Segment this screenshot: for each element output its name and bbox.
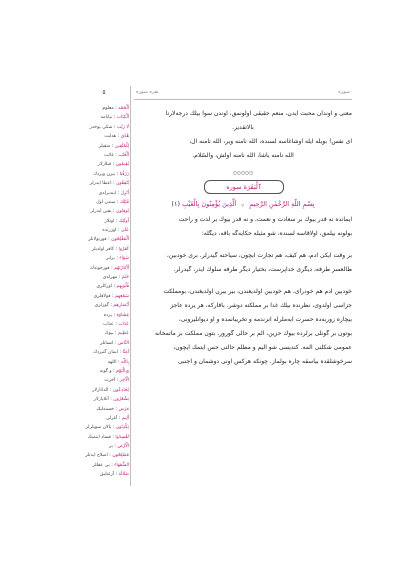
glossary-word: قُلُوبِهِم: [116, 284, 129, 290]
body-line: سرخوشلقده بیاسقه چاره بولماز. چونکه هرکس اونی دوشمان و اجنبی: [178, 358, 352, 365]
glossary-entry: الْآخِر : آخرت: [104, 378, 129, 384]
glossary-entry: يَشْعُرُون : آنلایارلار: [93, 397, 129, 403]
glossary-entry: السُّفَهَاء : بی عقللر: [92, 462, 129, 468]
glossary-entry: أَلِيم : آغرلی: [105, 415, 129, 421]
glossary-margin: [78, 86, 131, 486]
glossary-meaning: قورتولانلر: [88, 237, 107, 243]
glossary-word: خَتَمَ: [121, 275, 129, 281]
book-page: [78, 86, 354, 486]
glossary-word: السُّفَهَاء: [114, 462, 129, 468]
glossary-meaning: بیوك: [104, 331, 114, 337]
glossary-entry: قُلُوبِهِم : اوركلری: [96, 284, 129, 290]
verse-separator: ۞: [241, 202, 245, 208]
glossary-meaning: اوزرنده: [102, 228, 117, 234]
glossary-word: غِشَاوَة: [116, 312, 129, 318]
glossary-meaning: بیانامه: [100, 115, 113, 121]
glossary-meaning: انسانلر: [100, 340, 114, 346]
glossary-meaning: اعطا ایدرلر: [89, 181, 112, 187]
glossary-word: اَلْكِتَاب: [116, 115, 129, 121]
basmala: بِسْمِ اللّٰهِ الرَّحْمٰنِ الرَّحِيمِ: [249, 200, 315, 208]
intro-line: بالاتقدیر.: [232, 124, 254, 131]
glossary-word: الْأَرْض: [117, 444, 129, 450]
glossary-entry: هُدًى : هدایت: [104, 134, 129, 140]
body-line: بر وقت ایکی آدم، هم کیف، هم تجارت ایچون، سیاحته گیدرلر. بری خودبین،: [166, 252, 352, 259]
glossary-meaning: یالان سویلرلر: [85, 425, 112, 431]
glossary-meaning: قیلارلار: [97, 162, 112, 168]
glossary-word: لِلْمُتَّقِين: [114, 143, 129, 149]
glossary-entry: اَلْمُفْلِحُون : قورتولانلر: [88, 237, 129, 243]
glossary-word: اَلْغَيْب: [118, 152, 129, 158]
glossary-meaning: پرده: [103, 312, 112, 318]
glossary-word: عَظِيم: [118, 331, 129, 337]
glossary-entry: الْأَرْض : یر: [109, 444, 129, 450]
ayah-text: اَلَّذِينَ يُؤْمِنُونَ بِالْغَيْبِ: [182, 200, 237, 208]
glossary-entry: مُصْلِحُون : اصلاح ایدنلر: [85, 453, 129, 459]
glossary-meaning: عذاب: [103, 321, 114, 327]
intro-line: الله نامنه یاشا، الله نامنه اولش، والسّلام.: [192, 152, 294, 159]
glossary-meaning: سندن اول: [96, 199, 116, 205]
glossary-word: أَلِيم: [121, 415, 129, 421]
glossary-word: عَذَاب: [118, 321, 129, 327]
glossary-word: هُدًى: [120, 134, 129, 140]
glossary-word: يُخَادِعُون: [112, 387, 129, 393]
glossary-word: قَبْلِك: [120, 199, 129, 205]
glossary-word: يَشْعُرُون: [113, 397, 129, 403]
glossary-word: يُقِيمُون: [115, 162, 129, 168]
running-header-right: سوره: [338, 89, 350, 95]
glossary-entry: أَأَنْذَرْتَهُم : قورخوتدك: [90, 265, 129, 271]
glossary-meaning: اونلار: [104, 218, 115, 224]
body-line: عمومی شکلنی آلمه. کندیسی شو الیم و مظلم حالتی حس ایتمك ایچون،: [173, 344, 352, 351]
glossary-meaning: آغرلی: [105, 415, 118, 421]
glossary-meaning: اصلاح ایدنلر: [85, 453, 108, 459]
glossary-entry: رَزَقْنَا : بیزن ویردك: [93, 171, 129, 177]
ayah-number: (١): [171, 200, 180, 208]
glossary-meaning: كافر اولدیلر: [91, 246, 114, 252]
glossary-meaning: شكی یوخدر: [89, 124, 113, 130]
glossary-word: كَفَرُوا: [118, 246, 129, 252]
glossary-entry: ضَلَالَة : آزغنلیق: [99, 472, 129, 478]
glossary-entry: لَا رَيْب : شكی یوخدر: [89, 124, 129, 130]
glossary-meaning: الداتارلار: [92, 387, 109, 393]
glossary-entry: سَمْعِهِم : قولاقلری: [93, 293, 129, 299]
body-line: بوتون بر گونلی برلرده بیوك حزین، الم بر حالی گورور. بتون مملکت بر ماتمخانه: [155, 330, 352, 337]
glossary-meaning: خسته‌لیك: [96, 406, 114, 412]
glossary-word: مَرَض: [118, 406, 129, 412]
page-number: ٥: [102, 89, 106, 96]
glossary-meaning: فساد ایتمیك: [87, 434, 111, 440]
glossary-entry: اَلْكِتَاب : بیانامه: [100, 115, 129, 121]
body-line: جزاسی اولدوی، نظرنده بیلك غدا بر مملکته دوشر. باقارکه، هر یرده عاجز: [170, 302, 352, 309]
glossary-meaning: گوزلری: [94, 303, 109, 309]
glossary-word: يُوقِنُون: [116, 209, 129, 215]
glossary-word: بِاللّٰه: [120, 359, 129, 365]
glossary-entry: كَفَرُوا : كافر اولدیلر: [91, 246, 129, 252]
glossary-entry: أُولَئِك : اونلار: [104, 218, 129, 224]
glossary-meaning: آزغنلیق: [99, 472, 115, 478]
glossary-meaning: بیزن ویردك: [93, 171, 116, 177]
glossary-entry: أَبْصَارِهِم : گوزلری: [94, 303, 129, 309]
glossary-entry: قَبْلِك : سندن اول: [96, 199, 129, 205]
glossary-list: [79, 104, 129, 480]
glossary-meaning: یر: [109, 444, 113, 450]
body-line: ایمانده نه قدر بیوك بر سعادت و نعمت، و نه قدر بیوك بر لذت و راحت: [178, 216, 352, 223]
glossary-entry: يُقِيمُون : قیلارلار: [97, 162, 129, 168]
glossary-entry: لِلْمُتَّقِين : متقیلر: [98, 143, 129, 149]
glossary-word: سَوَاء: [119, 256, 129, 262]
glossary-meaning: بی عقللر: [92, 462, 110, 468]
body-line: خودبین آدم هم خودرأی، هم خودبین اولدیغندن، بیر بیرن اولدیغندن، بومملکت: [163, 288, 352, 295]
glossary-entry: آمَنَّا : ایمان گتیردك: [93, 350, 129, 356]
glossary-entry: يُنْفِقُون : اعطا ایدرلر: [89, 181, 129, 187]
glossary-meaning: قولاقلری: [93, 293, 111, 299]
glossary-word: سَمْعِهِم: [115, 293, 129, 299]
glossary-word: الْآخِر: [119, 378, 129, 384]
glossary-meaning: متقیلر: [98, 143, 111, 149]
glossary-entry: يُخَادِعُون : الداتارلار: [92, 387, 129, 393]
glossary-meaning: ایمان گتیردك: [93, 350, 118, 356]
glossary-meaning: برابر: [105, 256, 115, 262]
glossary-word: اَلْحَمْد: [118, 106, 129, 111]
glossary-word: عَلَى: [120, 228, 129, 234]
body-line: بیچاره زوربه‌ده حسرت آیه‌ملرله انزندمه و تخریبانمده و او دیوانلیرونی،: [178, 316, 352, 323]
glossary-entry: يُوقِنُون : یقین ایدرلر: [90, 209, 129, 215]
glossary-meaning: مهرلدی: [102, 275, 118, 281]
header-rule: [134, 99, 352, 100]
glossary-word: تُفْسِدُوا: [115, 434, 129, 440]
glossary-word: يُنْفِقُون: [115, 181, 129, 187]
glossary-entry: عَذَاب : عذاب: [103, 321, 129, 327]
glossary-meaning: قورخوتدك: [90, 265, 110, 271]
glossary-entry: تُفْسِدُوا : فساد ایتمیك: [87, 434, 129, 440]
main-text: [134, 86, 352, 486]
glossary-entry: عَظِيم : بیوك: [104, 331, 129, 337]
glossary-entry: النَّاس : انسانلر: [100, 340, 129, 346]
glossary-entry: عَلَى : اوزرنده: [102, 228, 129, 234]
glossary-meaning: اللهه: [107, 359, 117, 365]
glossary-meaning: معلوم: [102, 106, 114, 111]
glossary-meaning: اوركلری: [96, 284, 112, 290]
glossary-entry: سَوَاء : برابر: [105, 256, 129, 262]
glossary-meaning: غائب: [104, 152, 114, 158]
glossary-meaning: آخرت: [104, 378, 116, 384]
body-line: بولونه بیلمق، اولاقاسه لسنده، شو مثیله حکایه‌گه باقه، دیگله:: [201, 230, 352, 237]
glossary-entry: بِاللّٰه : اللهه: [107, 359, 129, 365]
glossary-word: مُصْلِحُون: [112, 453, 129, 459]
glossary-word: اَلْمُفْلِحُون: [111, 237, 129, 243]
glossary-word: أَبْصَارِهِم: [113, 303, 129, 309]
glossary-word: لَا رَيْب: [116, 124, 129, 130]
glossary-entry: يَكْذِبُون : یالان سویلرلر: [85, 425, 129, 431]
glossary-word: رَزَقْنَا: [119, 171, 129, 177]
glossary-word: وَبِالْيَوْم: [116, 368, 129, 374]
glossary-word: أُنْزِلَ: [120, 190, 129, 196]
intro-line: معنی و اوندان محبت ایدن، منعم حقیقی اولونمق، اوندن سوا بیلك درجه‌لارنا: [165, 110, 352, 117]
glossary-entry: أُنْزِلَ : ایندیرلدی: [98, 190, 129, 196]
running-header-left: بقره سوره: [136, 89, 159, 95]
verse-heading: [134, 198, 352, 210]
glossary-entry: مَرَض : خسته‌لیك: [96, 406, 129, 412]
glossary-meaning: آنلایارلار: [93, 397, 109, 403]
body-line: طالعسز طرفه، دیگری خداپرست، بختیار دیگر طرفه سلوك ایدر، گیدرلر.: [173, 266, 352, 273]
glossary-entry: اَلْغَيْب : غائب: [104, 152, 129, 158]
glossary-entry: خَتَمَ : مهرلدی: [102, 275, 129, 281]
glossary-meaning: یقین ایدرلر: [90, 209, 112, 215]
glossary-word: أَأَنْذَرْتَهُم: [114, 265, 129, 271]
glossary-entry: اَلْحَمْد : معلوم: [102, 106, 129, 111]
glossary-word: يَكْذِبُون: [115, 425, 129, 431]
glossary-meaning: هدایت: [104, 134, 117, 140]
glossary-meaning: و گونه: [99, 368, 112, 374]
glossary-word: النَّاس: [117, 340, 129, 346]
glossary-entry: غِشَاوَة : پرده: [103, 312, 129, 318]
glossary-word: ضَلَالَة: [118, 472, 129, 478]
glossary-word: آمَنَّا: [122, 350, 129, 356]
intro-line: ای نفس! بویله آیله اوشاغاسه لسنده، الله نامنه ویر، الله نامنه آل،: [189, 138, 352, 145]
decorative-ornament: ۞۞۞۞۞: [232, 168, 254, 176]
surah-title: ٱلْبَقَرَة سوره: [204, 180, 284, 194]
glossary-word: أُولَئِك: [118, 218, 129, 224]
glossary-entry: وَبِالْيَوْم : و گونه: [99, 368, 129, 374]
glossary-meaning: ایندیرلدی: [98, 190, 117, 196]
